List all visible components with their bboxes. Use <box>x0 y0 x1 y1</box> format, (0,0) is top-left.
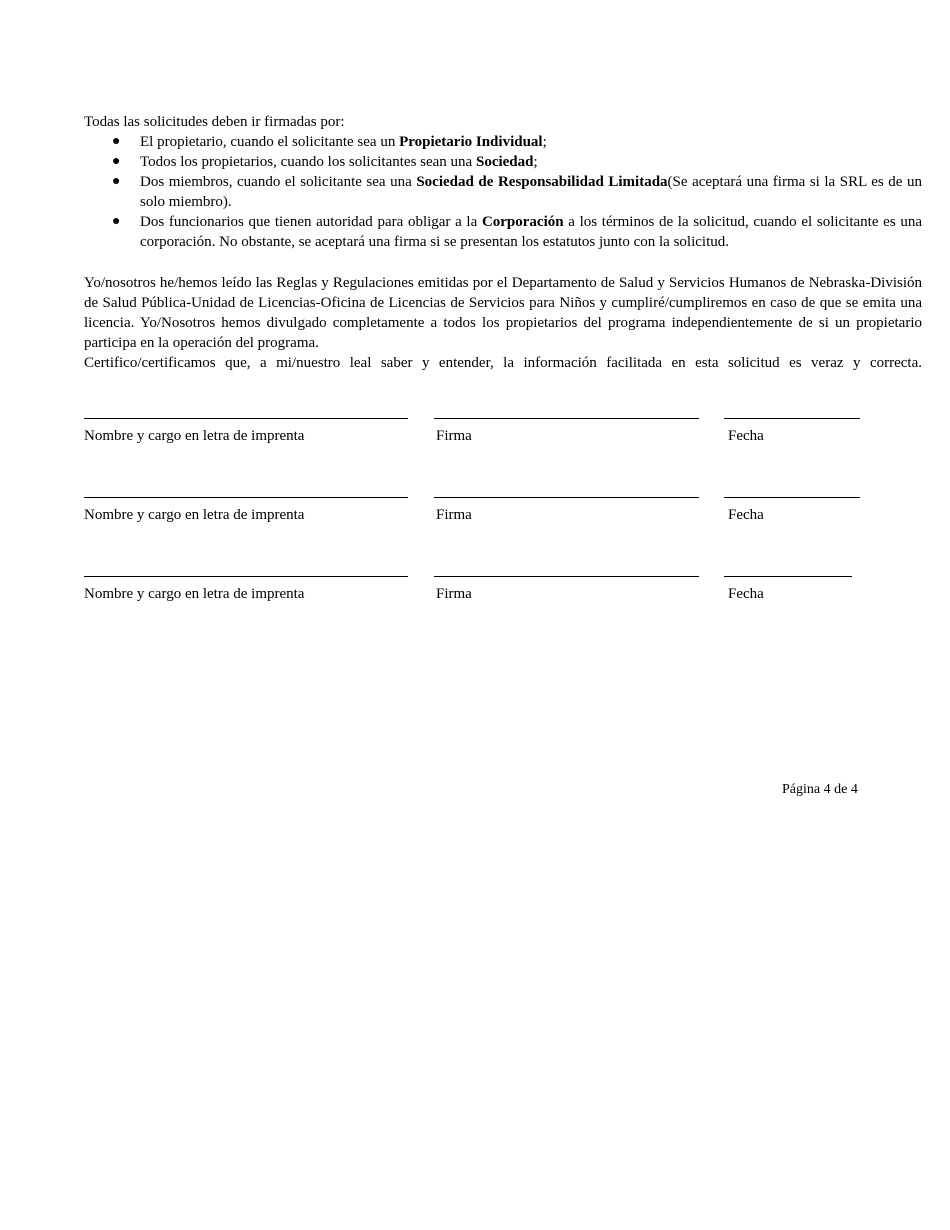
item-text: Dos funcionarios que tienen autoridad para obligar a la <box>140 214 482 230</box>
requirements-list <box>84 132 922 252</box>
date-label: Fecha <box>728 586 764 602</box>
name-line[interactable] <box>84 556 408 577</box>
declaration-body: Yo/nosotros he/hemos leído las Reglas y Regulaciones emitidas por el Departamento de Salud y Servicios Humanos de Nebraska-División de Salud Pública-Unidad de Licencias-Oficina de Licencias de Servicios para Niños y cumpliré/cumpliremos en caso de que se emita una licencia. Yo/Nosotros hemos divulgado completamente a todos los propietarios del programa independientemente de si un propietario participa en la operación del programa. <box>84 275 922 351</box>
item-text-end: a los términos de la solicitud, cuando el solicitante es una corporación. No obstante, se aceptará una firma si se presentan los estatutos junto con la solicitud. <box>140 214 922 250</box>
item-text: Todos los propietarios, cuando los solicitantes sean una <box>140 154 476 170</box>
signature-row <box>0 398 950 448</box>
list-item <box>84 132 922 152</box>
item-text-end: ; <box>533 154 538 170</box>
name-label: Nombre y cargo en letra de imprenta <box>84 428 305 444</box>
bullet-icon: ● <box>112 174 121 189</box>
name-label: Nombre y cargo en letra de imprenta <box>84 586 305 602</box>
signature-line[interactable] <box>434 477 699 498</box>
date-label: Fecha <box>728 428 764 444</box>
declaration-certification: Certifico/certificamos que, a mi/nuestro leal saber y entender, la información facilitada en esta solicitud es veraz y correcta. <box>84 355 922 371</box>
item-text: Dos miembros, cuando el solicitante sea una <box>140 174 417 190</box>
date-line[interactable] <box>724 398 860 419</box>
signature-label: Firma <box>436 428 472 444</box>
bullet-icon: ● <box>112 214 121 229</box>
date-label: Fecha <box>728 507 764 523</box>
name-label: Nombre y cargo en letra de imprenta <box>84 507 305 523</box>
declaration-paragraph <box>84 273 922 373</box>
page-number: Página 4 de 4 <box>782 782 858 797</box>
signature-line[interactable] <box>434 398 699 419</box>
signature-label: Firma <box>436 507 472 523</box>
signature-label: Firma <box>436 586 472 602</box>
item-text-end: (Se aceptará una firma si la SRL es de un solo miembro). <box>140 174 922 210</box>
item-text: El propietario, cuando el solicitante sea un <box>140 134 400 150</box>
item-bold-term: Propietario Individual <box>399 134 543 150</box>
item-bold-term: Corporación <box>481 214 564 230</box>
name-line[interactable] <box>84 477 408 498</box>
signature-row <box>0 556 950 606</box>
signature-line[interactable] <box>434 556 699 577</box>
list-item <box>84 172 922 212</box>
list-item <box>84 212 922 252</box>
item-bold-term: Sociedad <box>475 154 534 170</box>
signature-row <box>0 477 950 527</box>
date-line[interactable] <box>724 477 860 498</box>
intro-text: Todas las solicitudes deben ir firmadas por: <box>84 114 345 130</box>
item-text-end: ; <box>542 134 547 150</box>
date-line[interactable] <box>724 556 852 577</box>
bullet-icon: ● <box>112 154 121 169</box>
bullet-icon: ● <box>112 134 121 149</box>
item-bold-term: Sociedad de Responsabilidad Limitada <box>416 174 668 190</box>
list-item <box>84 152 922 172</box>
name-line[interactable] <box>84 398 408 419</box>
